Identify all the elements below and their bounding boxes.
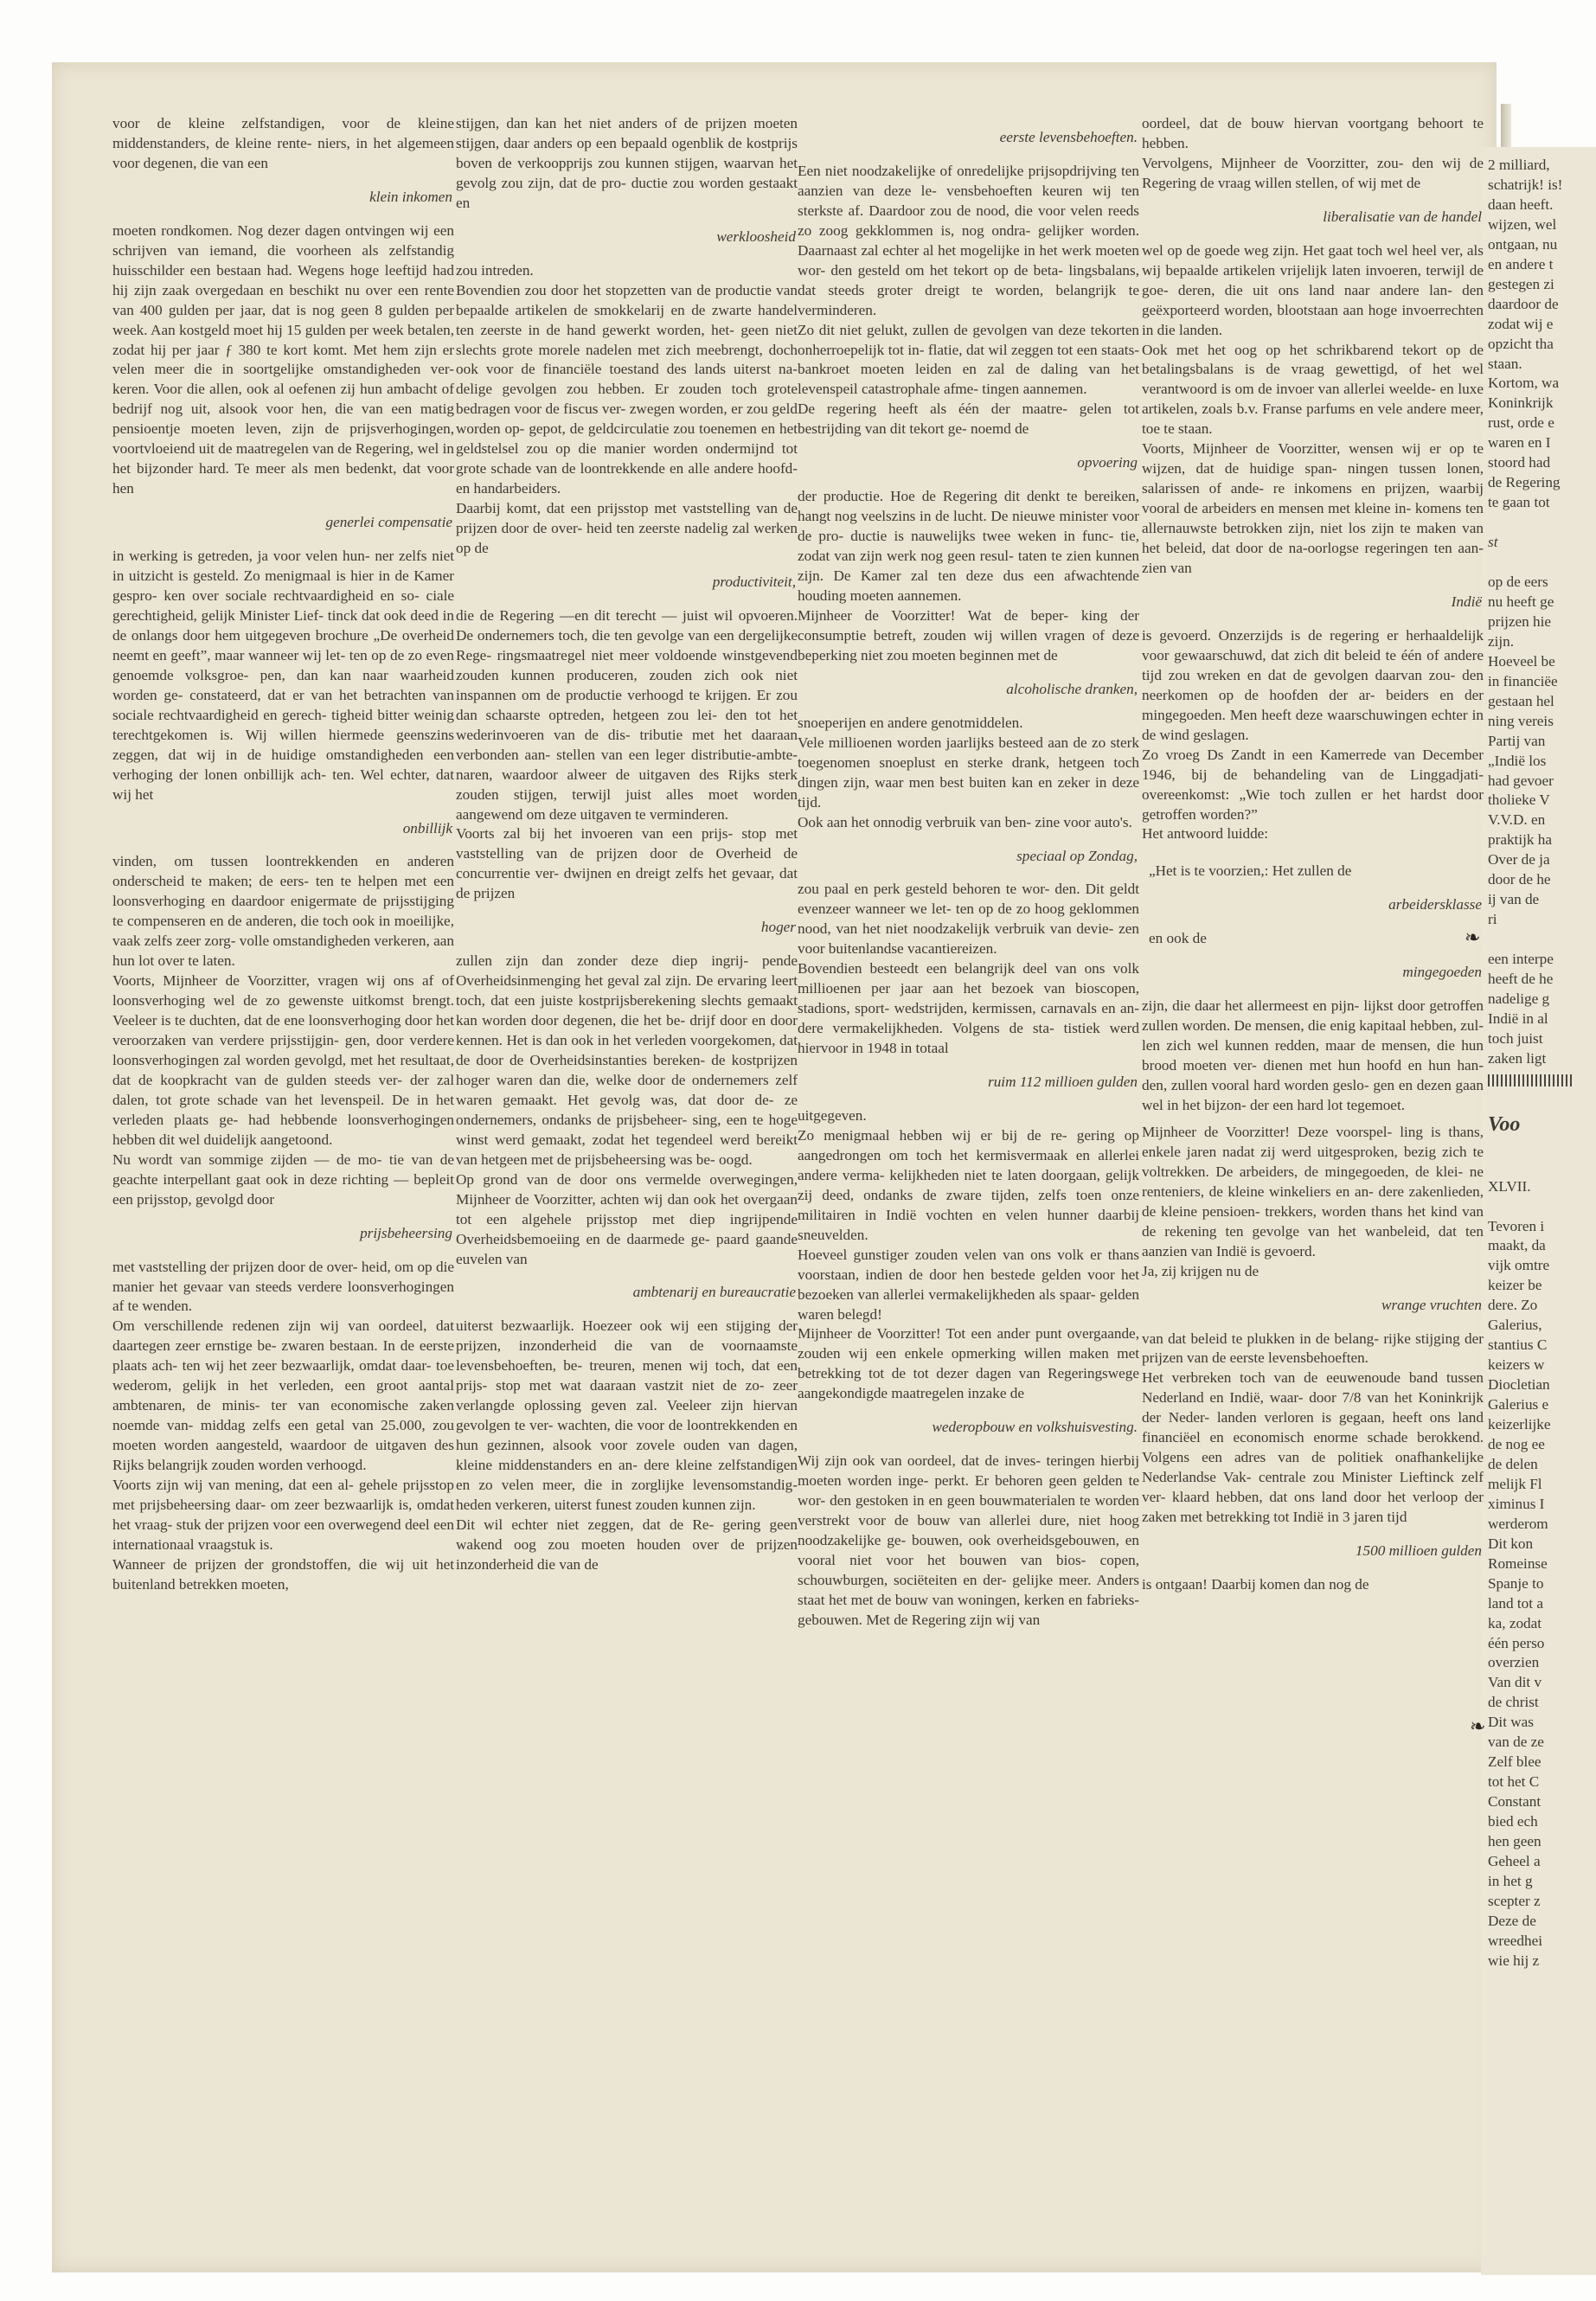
fragment-line: Over de ja [1488,851,1550,868]
fragment-line: in financiëe [1488,672,1558,689]
paragraph: De regering heeft als één der maatre- gelen tot bestrijding van dit tekort ge- noemd de [798,401,1139,438]
paragraph: Zo vroeg Ds Zandt in een Kamerrede van December 1946, bij de behandeling van de Linggadjati-overeenkomst: „Wie toch zullen er het hardst door getroffen worden?” [1142,746,1484,823]
marginal-heading: wrange vruchten [1381,1296,1482,1313]
fragment-line: vijk omtre [1488,1257,1550,1274]
fragment-line: tholieke V [1488,792,1550,809]
fragment-heading: Voo [1488,1112,1521,1136]
paragraph: der productie. Hoe de Regering dit denkt te bereiken, hangt nog veelszins in de lucht. De nieuwe minister voor de pro- ductie is nauwelijks twee weken in func- tie, zodat van zijn werk nog geen resul- taten te zien kunnen zijn. De Kamer zal ten deze dus een afwachtende houding moeten aannemen. [798,488,1139,605]
marginal-heading: alcoholische dranken, [1006,680,1138,697]
fragment-line: ning vereis [1488,712,1554,729]
paragraph: Voorts zijn wij van mening, dat een al- gehele prijsstop met prijsbeheersing daar- om zeer bezwaarlijk is, omdat het vraag- stuk der prijzen voor een overwegend deel een internationaal vraagstuk is. [112,1477,454,1553]
fragment-line: wijzen, wel [1488,215,1557,233]
fragment-line: scepter z [1488,1892,1541,1909]
fragment-line: keizer be [1488,1277,1542,1294]
marginal-heading: klein inkomen [369,188,452,205]
marginal-heading: opvoering [1077,454,1138,471]
fragment-line: Koninkrijk [1488,394,1554,412]
paragraph: zullen zijn dan zonder deze diep ingrij- pende Overheidsinmenging het geval zal zijn. De ervaring leert toch, dat een juiste kostprijsberekening slechts gemaakt kan worden door degenen, die het be- drijf door en door kennen. Het is dan ook in het verleden voorgekomen, dat de door de Overheidsinstanties bereken- de kostprijzen hoger waren dan die, welke door de ondernemers zelf waren gemaakt. Het gevolg was, dat door de- ze ondernemers, ondanks de prijsbeheer- sing, een te hoge winst werd gemaakt, zodat het tegendeel werd bereikt van hetgeen met de prijsbeheersing was be- oogd. [456,952,798,1168]
fragment-line: in het g [1488,1872,1533,1889]
paragraph: Mijnheer de Voorzitter! Wat de beper- king der consumptie betreft, zouden wij willen vragen of deze beperking niet zou moeten beginnen met de [798,606,1139,663]
paragraph: uiterst bezwaarlijk. Hoezeer ook wij een stijging der prijzen, inzonderheid die van de voornaamste levensbehoeften, be- treuren, menen wij toch, dat een prijs- stop met wat daaraan vastzit niet de zo- zeer verlangde oplossing geven zal. Veeleer zijn hiervan gevolgen te ver- wachten, die voor de loontrekkenden en hun gezinnen, alsook voor zovele ouden van dagen, kleine middenstanders en an- dere kleine zelfstandigen en zo velen meer, die in zorglijke levensomstandig- heden verkeren, uiterst funest zouden kunnen zijn. [456,1317,798,1513]
fragment-line: Geheel a [1488,1853,1541,1869]
fragment-line: Dit was [1488,1714,1534,1731]
paragraph: Bovendien besteedt een belangrijk deel van ons volk millioenen per jaar aan het bezoek van bioscopen, stadions, sport- wedstrijden, kermissen, carnavals en an- dere vermakelijkheden. Volgens de sta- tistiek werd hiervoor in 1948 in totaal [798,960,1139,1057]
fragment-line: overzien [1488,1654,1540,1671]
text-column-1 [112,114,454,1595]
paragraph: Het verbreken toch van de eeuwenoude band tussen Nederland en Indië, waar- door 7/8 van het Koninkrijk der Neder- landen verloren is gegaan, heeft ons land financiëel en economisch enorme schade berokkend. Volgens een adres van de politiek onafhankelijke Nederlandse Vak- centrale zou Minister Lieftinck zelf ver- klaard hebben, dat ons land door het verloop der zaken met betrekking tot Indië in 3 jaren tijd [1142,1369,1484,1526]
marginal-heading: en ook de [1149,930,1207,947]
fragment-line: de nog ee [1488,1435,1545,1452]
fragment-line: Zelf blee [1488,1753,1542,1771]
fragment-line: door de he [1488,871,1551,888]
marginal-heading: eerste levensbehoeften. [999,129,1138,145]
paragraph: uitgegeven. [798,1106,867,1124]
printer-rule [1488,1074,1574,1086]
adjacent-page-text [1488,156,1596,1971]
fragment-line: melijk Fl [1488,1475,1542,1492]
fragment-line: praktijk ha [1488,831,1552,849]
fragment-line: ri [1488,911,1497,928]
paragraph: Bovendien zou door het stopzetten van de productie van bepaalde artikelen de smokkelarij en de zwarte handel ten zeerste in de hand gewerkt worden, het- geen niet slechts grote morele nadelen met zich meebrengt, doch ook voor de financiële toestand des lands uiterst na- delige gevolgen zou hebben. Er zouden toch grote bedragen voor de fiscus ver- zwegen worden, er zou geld worden op- gepot, de geldcirculatie zou toenemen en het geldstelsel zou op die manier worden ondermijnd tot grote schade van de loontrekkende en alle andere hoofd- en handarbeiders. [456,281,798,497]
fragment-line: zodat wij e [1488,315,1554,332]
text-column-4 [1142,114,1484,1595]
paragraph: Voorts, Mijnheer de Voorzitter, wensen wij er op te wijzen, dat de huidige span- ningen tussen lonen, salarissen of ande- re inkomens en prijzen, waarbij vooral de arbeiders en mensen met kleine in- komens ten allernauwste betrokken zijn, niet los zijn te maken van het beleid, dat door de na-oorlogse regeringen ten aan- zien van [1142,440,1484,577]
paragraph: Een niet noodzakelijke of onredelijke prijsopdrijving ten aanzien van deze le- vensbehoeften keuren wij ten sterkste af. Daardoor zou de nood, die voor velen reeds zo zoog gekklommen is, nog ondra- gelijker worden. Daarnaast zal echter al het mogelijke in het werk moeten wor- den gesteld om het tekort op de beta- lingsbalans, dat steeds groter dreigt te worden, belangrijk te verminderen. [798,162,1139,318]
fragment-line [1488,553,1596,573]
fragment-line: toch juist [1488,1029,1543,1047]
fragment-line: ka, zodat [1488,1614,1542,1631]
paragraph: Ook aan het onnodig verbruik van ben- zine voor auto's. [798,813,1132,830]
fragment-line: daardoor de [1488,295,1559,312]
paragraph: Dit wil echter niet zeggen, dat de Re- gering geen wakend oog zou moeten houden over de prijzen inzonderheid die van de [456,1516,798,1573]
marginal-heading: generlei compensatie [325,514,452,531]
fragment-line: bied ech [1488,1813,1538,1830]
fragment-line: gestegen zi [1488,275,1554,292]
marginal-heading: Indië [1451,593,1482,610]
fragment-line: wreedhei [1488,1932,1542,1949]
fragment-line: Hoeveel be [1488,652,1555,670]
paragraph: zou intreden. [456,261,534,279]
marginal-heading: productiviteit, [712,574,796,591]
paragraph: Vele millioenen worden jaarlijks besteed aan de zo sterk toegenomen snoeplust en sterke drank, hetgeen toch dingen zijn, waar men best buiten kan en zeker in deze tijd. [798,734,1139,811]
paragraph: Op grond van de door ons vermelde overwegingen, Mijnheer de Voorzitter, achten wij dan ook het overgaan tot een algehele prijsstop met diep ingrijpende Overheidsbemoeiing en de daarmede ge- paard gaande euvelen van [456,1170,798,1267]
fragment-line: Kortom, wa [1488,375,1560,392]
fragment-line: st [1488,534,1498,551]
fragment-line [1488,930,1596,950]
fragment-line: V.V.D. en [1488,811,1546,829]
fragment-line: gestaan hel [1488,692,1554,709]
paragraph: die de Regering —en dit terecht — juist wil opvoeren. De ondernemers toch, die ten gevolge van een dergelijke Rege- ringsmaatregel niet meer voldoende winstgevend zouden kunnen produceren, zouden zich ook niet inspannen om de productie verhoogd te krijgen. Er zou dan schaarste optreden, hetgeen zou lei- den tot het wederinvoeren van de dis- tributie met het daaraan verbonden aan- stellen van een leger distributie-ambte- naren, waardoor alweer de uitgaven des Rijks sterk zouden stijgen, terwijl juist alles moet worden aangewend om deze uitgaven te verminderen. [456,606,798,823]
paragraph: Nu wordt van sommige zijden — de mo- tie van de geachte interpellant gaat ook in deze richting — bepleit een prijsstop, gevolgd door [112,1150,454,1208]
fragment-line: de christ [1488,1694,1539,1711]
fragment-line: Galerius e [1488,1396,1549,1413]
text-column-3 [798,114,1139,1631]
binding-mark-icon: ❧ [1465,926,1481,948]
fragment-line: „Indië los [1488,752,1547,769]
paragraph: in werking is getreden, ja voor velen hun- ner zelfs niet in uitzicht is gesteld. Zo menigmaal is hier in de Kamer gespro- ken over sociale rechtvaardigheid en so- ciale gerechtigheid, gelijk Minister Lief- tinck dat ook deed in de onlangs door hem uitgegeven brochure „De overheid neemt en geeft”, maar wanneer wij let- ten op de zo even genoemde volksgroe- pen, dan kan naar waarheid worden ge- constateerd, dat er van het betrachten van sociale rechtvaardigheid en gerech- tigheid bitter weinig terechtgekomen is. Wij willen hiermede geenszins zeggen, dat wij in de huidige omstandigheden een verhoging der lonen onbillijk ach- ten. Wel echter, dat wij het [112,548,454,803]
spacer [1142,844,1484,851]
fragment-line: stoord had [1488,454,1551,471]
paragraph: Voorts, Mijnheer de Voorzitter, vragen wij ons af of loonsverhoging wel de zo gewenste uitkomst brengt. Veeleer is te duchten, dat de ene loonsverhoging door het veroorzaken van verdere prijsstijgin- gen, door verdere loonsverhogingen zal worden gevolgd, met het resultaat, dat de koopkracht van de gulden steeds ver- der zal dalen, tot grote schade van het levenspeil. De in het verleden plaats ge- had hebbende loonsverhogingen hebben dit wel duidelijk aangetoond. [112,972,454,1148]
fragment-line: heeft de he [1488,971,1554,988]
paragraph: met vaststelling der prijzen door de over- heid, om op die manier het gevaar van steeds verdere loonsverhogingen af te wenden. [112,1258,454,1315]
paragraph: is ontgaan! Daarbij komen dan nog de [1142,1576,1369,1593]
fragment-line: keizerlijke [1488,1416,1551,1433]
paragraph: oordeel, dat de bouw hiervan voortgang behoort te hebben. [1142,115,1484,151]
fragment-line: Tevoren i [1488,1217,1545,1234]
marginal-heading: arbeidersklasse [1388,896,1482,913]
fragment-line: tot het C [1488,1773,1540,1791]
fragment-line: prijzen hie [1488,612,1552,630]
marginal-heading: speciaal op Zondag, [1016,847,1138,864]
fragment-line: zaken ligt [1488,1049,1547,1067]
paragraph: van dat beleid te plukken in de belang- rijke stijging der prijzen van de eerste levensbehoeften. [1142,1330,1484,1367]
paragraph: zou paal en perk gesteld behoren te wor- den. Dit geldt evenzeer wanneer we let- ten op de zo hoog geklommen nood, van het niet noodzakelijk verbruik van devie- zen voor buitenlandse vacantiereizen. [798,881,1139,958]
fragment-line: en andere t [1488,255,1554,272]
fragment-line: rust, orde e [1488,414,1554,432]
fragment-line: werderom [1488,1515,1548,1532]
fragment-line: Partij van [1488,732,1546,749]
paragraph: zijn, die daar het allermeest en pijn- lijkst door getroffen zullen worden. De mensen, die enig kapitaal hebben, zul- len zich wel kunnen redden, maar de mensen, die hun brood moeten ver- dienen met hun hoofd en hun han- den, zullen vooral hard worden geslo- gen en dezen gaan wel in het bijzon- der een hard lot tegemoet. [1142,997,1484,1113]
fragment-line: had gevoer [1488,772,1554,789]
paragraph: Hoeveel gunstiger zouden velen van ons volk er thans voorstaan, indien de door hen bestede gelden voor het bezoeken van allerlei vermakelijkheden als spaar- gelden waren belegd! [798,1246,1139,1323]
fragment-line: een interpe [1488,951,1554,968]
paragraph: Ook met het oog op het schrikbarend tekort op de betalingsbalans is de vraag gewettigd, of het wel verantwoord is om de invoer van allerlei weelde- en luxe artikelen, zoals b.v. Franse parfums en vele andere meer, toe te staan. [1142,341,1484,438]
adjacent-page-fragment [1481,147,1596,2275]
fragment-line: Deze de [1488,1912,1536,1929]
fragment-line: Constant [1488,1793,1542,1811]
fragment-line: opzicht tha [1488,335,1554,352]
marginal-heading: „Het is te voorzien,: Het zullen de [1149,862,1352,880]
paragraph: Zo menigmaal hebben wij er bij de re- gering op aangedrongen om toch het kermisvermaak en allerlei andere verma- kelijkheden niet te laten doorgaan, gelijk zij deed, ondanks de zware tijden, zelfs toen onze militairen in Indië vochten en velen hunner daarbij sneuvelden. [798,1126,1139,1243]
fragment-line: XLVII. [1488,1177,1531,1195]
marginal-heading: ambtenarij en bureaucratie [632,1284,796,1301]
fragment-line: wie hij z [1488,1952,1540,1969]
fragment-line: van de ze [1488,1734,1544,1751]
paragraph: Wij zijn ook van oordeel, dat de inves- teringen hierbij moeten worden inge- perkt. Er behoren geen gelden te wor- den gestoken in en geen bouwmaterialen te worden verstrekt voor de bouw van allerlei dure, niet hoog noodzakelijke ge- bouwen, ook overheidsgebouwen, en vooral niet voor het bouwen van bios- copen, schouwburgen, sociëteiten en der- gelijke meer. Anders staat het met de bouw van woningen, kerken en fabrieks- gebouwen. Met de Regering zijn wij van [798,1452,1139,1628]
paragraph: Wanneer de prijzen der grondstoffen, die wij uit het buitenland betrekken moeten, [112,1555,454,1593]
paragraph: Het antwoord luidde: [1142,825,1269,843]
fragment-line: schatrijk! is! [1488,176,1563,193]
fragment-line: dere. Zo [1488,1297,1538,1314]
paragraph: is gevoerd. Onzerzijds is de regering er herhaaldelijk voor gewaarschuwd, dat zich dit beleid te één of andere tijd zou wreken en dat de gevolgen daarvan zou- den neerkomen op de hoofden der ar- beiders en der mingegoeden. Men heeft deze waarschuwingen echter in de wind geslagen. [1142,626,1484,743]
fragment-line: Dit kon [1488,1535,1534,1552]
fragment-line: ximinus I [1488,1495,1545,1512]
fragment-line: te gaan tot [1488,494,1550,511]
text-column-2 [456,114,798,1575]
fragment-line: Indië in al [1488,1009,1548,1027]
marginal-heading: hoger [760,919,796,936]
paragraph: vinden, om tussen loontrekkenden en anderen onderscheid te maken; de eers- ten te helpen met een loonsverhoging en daardoor enigermate de prijsstijging te compenseren en de anderen, die toch ook in moeilijke, vaak zelfs zeer zorg- volle omstandigheden verkeren, aan hun lot over te laten. [112,853,454,970]
fragment-line [1488,513,1596,533]
fragment-line: ontgaan, nu [1488,235,1558,253]
fragment-line: waren en I [1488,434,1551,452]
fragment-line: nu heeft ge [1488,593,1554,610]
fragment-line: Spanje to [1488,1574,1544,1592]
fragment-line: staan. [1488,355,1522,372]
marginal-heading: liberalisatie van de handel [1323,208,1482,225]
fragment-line: land tot a [1488,1594,1543,1612]
paragraph: Vervolgens, Mijnheer de Voorzitter, zou- den wij de Regering de vraag willen stellen, of wij met de [1142,154,1484,191]
paragraph: Voorts zal bij het invoeren van een prijs- stop met vaststelling van de prijzen door de Overheid de concurrentie ver- dwijnen en dreigt zelfs het gevaar, dat de prijzen [456,825,798,902]
binding-mark-icon: ❧ [1470,1715,1486,1737]
fragment-line: 2 milliard, [1488,157,1550,173]
fragment-line: Galerius, [1488,1317,1542,1334]
fragment-line: op de eers [1488,573,1548,590]
marginal-heading: wederopbouw en volkshuisvesting. [932,1419,1138,1436]
fragment-line: hen geen [1488,1833,1542,1850]
paragraph: Ja, zij krijgen nu de [1142,1262,1259,1279]
fragment-line: keizers w [1488,1356,1545,1374]
fragment-line: ij van de [1488,891,1540,908]
marginal-heading: mingegoeden [1402,964,1482,981]
fragment-line: stantius C [1488,1336,1548,1354]
fragment-line: Diocletian [1488,1376,1550,1394]
paragraph: stijgen, dan kan het niet anders of de prijzen moeten stijgen, daar anders op een bepaald ogenblik de kostprijs boven de verkoopprijs zou kunnen stijgen, waarvan het gevolg zou zijn, dat de pro- ductie zou worden gestaakt en [456,115,798,211]
fragment-line: daan heeft. [1488,195,1554,213]
paragraph: wel op de goede weg zijn. Het gaat toch wel heel ver, als wij bepaalde artikelen vrijelijk laten invoeren, terwijl de goe- deren, die uit ons land naar andere lan- den geëxporteerd worden, blootstaan aan hoge invoerrechten in die landen. [1142,241,1484,338]
marginal-heading: werkloosheid [716,228,796,245]
fragment-line: één perso [1488,1634,1545,1651]
fragment-line: Romeinse [1488,1554,1548,1572]
paragraph: Mijnheer de Voorzitter! Tot een ander punt overgaande, zouden wij een enkele opmerking willen maken met betrekking tot de tot dezer dagen van Regeringswege aangekondigde maatregelen inzake de [798,1325,1139,1402]
paragraph: Om verschillende redenen zijn wij van oordeel, dat daartegen zeer ernstige be- zwaren bestaan. In de eerste plaats ach- ten wij het zeer bezwaarlijk, omdat daar- toe wederom, gelijk in het verleden, een groot aantal ambtenaren, de minis- ter van economische zaken noemde van- middag zelfs een getal van 25.000, zou moeten worden aangesteld, waardoor de uitgaven des Rijks belangrijk zouden worden verhoogd. [112,1317,454,1474]
marginal-heading: onbillijk [402,819,452,836]
paragraph: moeten rondkomen. Nog dezer dagen ontvingen wij een schrijven van iemand, die voorheen als zelfstandig huisschilder een bestaan had. Wegens hoge leeftijd had hij zijn zaak overgedaan en beschikt nu over een rente van 400 gulden per jaar, dat is nog geen 8 gulden per week. Aan kostgeld moet hij 15 gulden per week betalen, zodat hij per jaar ƒ 380 te kort komt. Met hem zijn er velen meer die in soortgelijke omstandigheden ver- keren. Voor die allen, ook al oefenen zij hun ambacht of bedrijf nog uit, alsook voor hen, die van een matig pensioentje moeten leven, zijn de prijsverhogingen, voortvloeiend uit de maatregelen van de Regering, wel in het bijzonder hard. Te meer als men bedenkt, dat voor hen [112,221,454,497]
marginal-heading: 1500 millioen gulden [1355,1542,1482,1560]
paragraph: Mijnheer de Voorzitter! Deze voorspel- ling is thans, enkele jaren nadat zij werd uitgesproken, bezig zich te voltrekken. De arbeiders, de mingegoeden, de klei- ne renteniers, de kleine winkeliers en an- dere zakenlieden, de kleine pensioen- trekkers, worden thans het kind van de rekening ten gevolge van het wanbeleid, dat ten aanzien van Indië is gevoerd. [1142,1123,1484,1259]
fragment-line: de delen [1488,1455,1538,1472]
fragment-line: zijn. [1488,632,1515,650]
marginal-heading: prijsbeheersing [360,1224,452,1241]
spacer [1142,1116,1484,1123]
fragment-line: nadelige g [1488,990,1550,1007]
fragment-line: maakt, da [1488,1237,1546,1254]
fragment-line: de Regering [1488,474,1561,491]
paragraph: snoeperijen en andere genotmiddelen. [798,714,1023,731]
paragraph: Daarbij komt, dat een prijsstop met vaststelling van de prijzen door de over- heid ten zeerste nadelig zal werken op de [456,500,798,557]
paragraph: voor de kleine zelfstandigen, voor de kleine middenstanders, de kleine rente- niers, in het algemeen voor degenen, die van een [112,115,454,171]
paragraph: Zo dit niet gelukt, zullen de gevolgen van deze tekorten onherroepelijk tot in- flatie, dat wil zeggen tot een staats- bankroet moeten leiden en zal de daling van het levenspeil catastrophale afme- tingen aannemen. [798,321,1139,398]
fragment-line: Van dit v [1488,1674,1542,1691]
marginal-heading: ruim 112 millioen gulden [988,1074,1138,1091]
